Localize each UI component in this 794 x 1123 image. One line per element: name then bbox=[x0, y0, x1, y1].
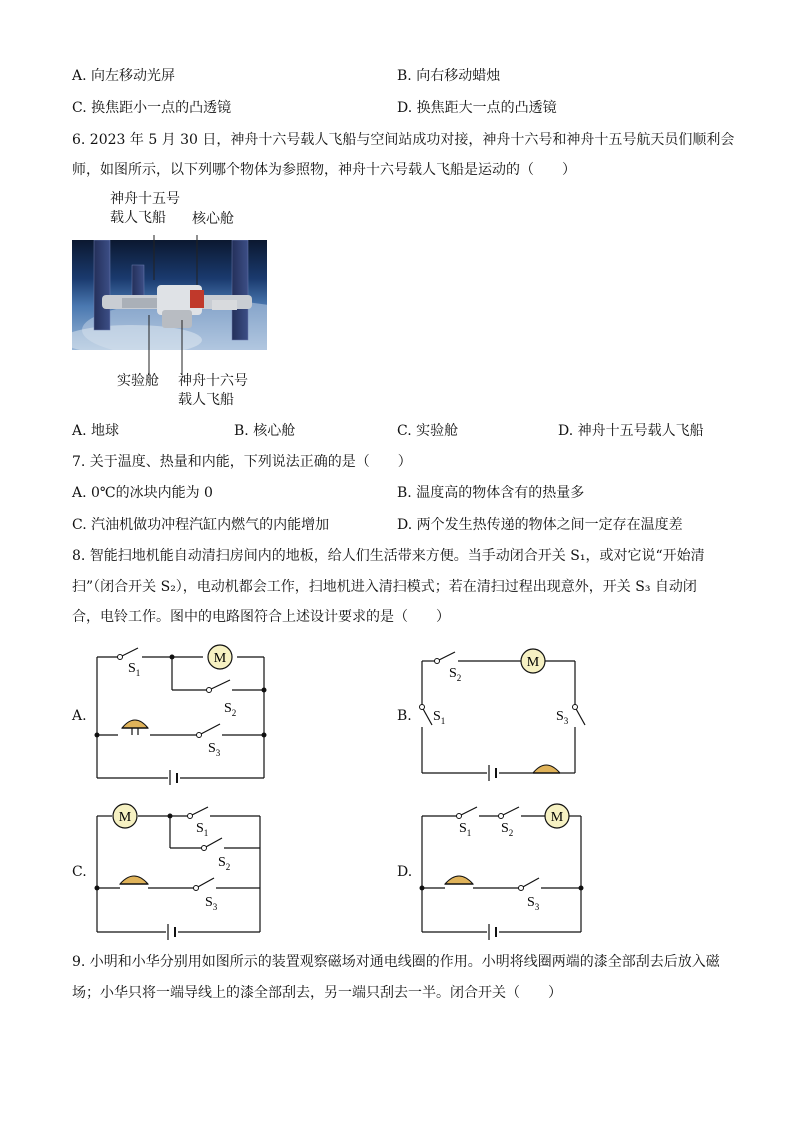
fig-label-shenzhou15 bbox=[110, 190, 180, 228]
fig-label-core: 核心舱 bbox=[192, 211, 234, 227]
q5-option-b: B. 向右移动蜡烛 bbox=[397, 68, 501, 84]
circuit-b bbox=[415, 645, 590, 785]
q5-option-d: D. 换焦距大一点的凸透镜 bbox=[397, 100, 557, 116]
svg-text:S1: $S_1$ bbox=[459, 821, 472, 838]
q8-option-b-label: B. bbox=[397, 708, 412, 724]
q5-option-c: C. 换焦距小一点的凸透镜 bbox=[72, 100, 232, 116]
fig-label-lab: 实验舱 bbox=[117, 373, 159, 389]
fig-label-shenzhou16 bbox=[178, 372, 248, 410]
circuit-c bbox=[90, 800, 275, 945]
q9-stem-line2: 场；小华只将一端导线上的漆全部刮去，另一端只刮去一半。闭合开关（ ） bbox=[72, 985, 562, 1001]
fig-label-shenzhou15-line2: 载人飞船 bbox=[110, 210, 166, 226]
q7-option-d: D. 两个发生热传递的物体之间一定存在温度差 bbox=[397, 517, 683, 533]
q6-option-d: D. 神舟十五号载人飞船 bbox=[558, 423, 704, 439]
q8-option-c-label: C. bbox=[72, 864, 87, 880]
motor-icon: M bbox=[213, 651, 227, 666]
svg-text:M: M bbox=[526, 655, 540, 670]
q8-stem-line3: 合，电铃工作。图中的电路图符合上述设计要求的是（ ） bbox=[72, 609, 450, 625]
svg-text:M: M bbox=[118, 810, 132, 825]
q6-option-a: A. 地球 bbox=[72, 423, 120, 439]
q8-stem-line2: 扫”（闭合开关 S₂），电动机都会工作，扫地机进入清扫模式；若在清扫过程出现意外，开关 S₃ 自动闭 bbox=[72, 579, 697, 595]
fig-leader-lines bbox=[72, 235, 267, 385]
svg-text:S2: $S_2$ bbox=[218, 855, 231, 872]
fig-label-shenzhou16-line1: 神舟十六号 bbox=[178, 373, 248, 389]
svg-text:S2: $S_2$ bbox=[449, 666, 462, 683]
q8-option-d-label: D. bbox=[397, 864, 413, 880]
svg-text:S3: $S_3$ bbox=[205, 895, 218, 912]
q7-stem: 7. 关于温度、热量和内能，下列说法正确的是（ ） bbox=[72, 454, 412, 470]
q9-stem-line1: 9. 小明和小华分别用如图所示的装置观察磁场对通电线圈的作用。小明将线圈两端的漆全部刮去后放入磁 bbox=[72, 954, 720, 970]
svg-text:S1: $S_1$ bbox=[433, 709, 446, 726]
svg-text:S3: $S_3$ bbox=[556, 709, 569, 726]
q8-option-a-label: A. bbox=[72, 708, 87, 724]
q6-stem-line1: 6. 2023 年 5 月 30 日，神舟十六号载人飞船与空间站成功对接，神舟十六号和神舟十五号航天员们顺利会 bbox=[72, 132, 735, 148]
svg-text:S3: $S_3$ bbox=[208, 741, 221, 758]
q7-option-c: C. 汽油机做功冲程汽缸内燃气的内能增加 bbox=[72, 517, 330, 533]
q6-stem-line2: 师，如图所示，以下列哪个物体为参照物，神舟十六号载人飞船是运动的（ ） bbox=[72, 162, 576, 178]
svg-text:S3: $S_3$ bbox=[527, 895, 540, 912]
q8-stem-line1: 8. 智能扫地机能自动清扫房间内的地板，给人们生活带来方便。当手动闭合开关 S₁，或对它说“开始清 bbox=[72, 548, 705, 564]
svg-text:S2: $S_2$ bbox=[501, 821, 514, 838]
q7-option-b: B. 温度高的物体含有的热量多 bbox=[397, 485, 585, 501]
q6-option-b: B. 核心舱 bbox=[234, 423, 296, 439]
svg-text:S1: $S_1$ bbox=[196, 821, 209, 838]
q6-option-c: C. 实验舱 bbox=[397, 423, 459, 439]
fig-label-shenzhou16-line2: 载人飞船 bbox=[178, 392, 234, 408]
circuit-a bbox=[90, 640, 275, 785]
q7-option-a: A. 0℃的冰块内能为 0 bbox=[72, 485, 213, 501]
circuit-d bbox=[415, 800, 590, 945]
q5-option-a: A. 向左移动光屏 bbox=[72, 68, 176, 84]
svg-text:S1: $S_1$ bbox=[128, 661, 141, 678]
fig-label-shenzhou15-line1: 神舟十五号 bbox=[110, 191, 180, 207]
svg-text:S2: $S_2$ bbox=[224, 701, 237, 718]
svg-text:M: M bbox=[550, 810, 564, 825]
